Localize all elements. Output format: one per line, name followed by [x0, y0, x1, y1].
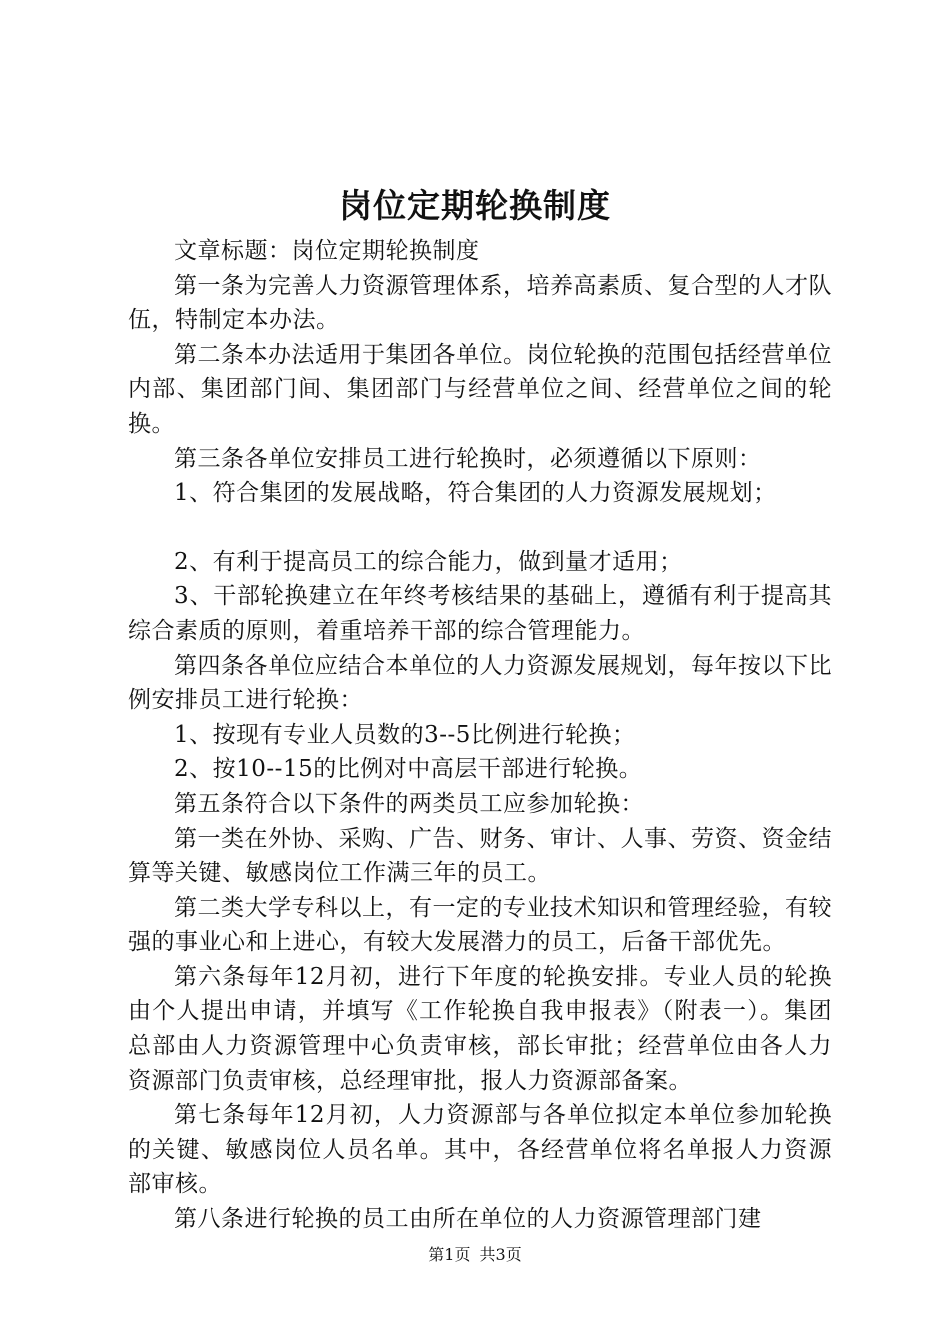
paragraph-article-8: 第八条进行轮换的员工由所在单位的人力资源管理部门建 [174, 1206, 762, 1233]
document-title: 岗位定期轮换制度 [339, 186, 611, 225]
paragraph-article-4: 第四条各单位应结合本单位的人力资源发展规划，每年按以下比例安排员工进行轮换： [128, 652, 832, 714]
document-body [128, 234, 832, 1237]
paragraph-article-6: 第六条每年12月初，进行下年度的轮换安排。专业人员的轮换由个人提出申请，并填写《工作轮换自我申报表》（附表一）。集团总部由人力资源管理中心负责审核，部长审批；经营单位由各人力资源部门负责审核，总经理审批，报人力资源部备案。 [128, 963, 832, 1094]
paragraph-article-1: 第一条为完善人力资源管理体系，培养高素质、复合型的人才队伍，特制定本办法。 [128, 272, 832, 334]
paragraph-article-title: 文章标题：岗位定期轮换制度 [174, 238, 480, 264]
paragraph-principle-3: 3、干部轮换建立在年终考核结果的基础上，遵循有利于提高其综合素质的原则，着重培养干部的综合管理能力。 [128, 583, 832, 644]
page-footer [0, 1243, 950, 1267]
paragraph-category-1: 第一类在外协、采购、广告、财务、审计、人事、劳资、资金结算等关键、敏感岗位工作满三年的员工。 [128, 825, 832, 887]
paragraph-category-2: 第二类大学专科以上，有一定的专业技术知识和管理经验，有较强的事业心和上进心，有较大发展潜力的员工，后备干部优先。 [128, 894, 832, 956]
paragraph-article-5: 第五条符合以下条件的两类员工应参加轮换： [174, 790, 644, 817]
paragraph-principle-2: 2、有利于提高员工的综合能力，做到量才适用； [174, 548, 683, 575]
paragraph-ratio-2: 2、按10--15的比例对中高层干部进行轮换。 [174, 756, 643, 783]
paragraph-ratio-1: 1、按现有专业人员数的3--5比例进行轮换； [174, 721, 636, 748]
page-total: 共3页 [479, 1245, 522, 1264]
paragraph-article-3: 第三条各单位安排员工进行轮换时，必须遵循以下原则： [174, 445, 762, 472]
page-number: 第1页 [428, 1245, 471, 1264]
paragraph-principle-1: 1、符合集团的发展战略，符合集团的人力资源发展规划； [174, 480, 777, 507]
paragraph-article-7: 第七条每年12月初，人力资源部与各单位拟定本单位参加轮换的关键、敏感岗位人员名单。其中，各经营单位将名单报人力资源部审核。 [128, 1102, 832, 1198]
paragraph-article-2: 第二条本办法适用于集团各单位。岗位轮换的范围包括经营单位内部、集团部门间、集团部门与经营单位之间、经营单位之间的轮换。 [128, 341, 832, 437]
